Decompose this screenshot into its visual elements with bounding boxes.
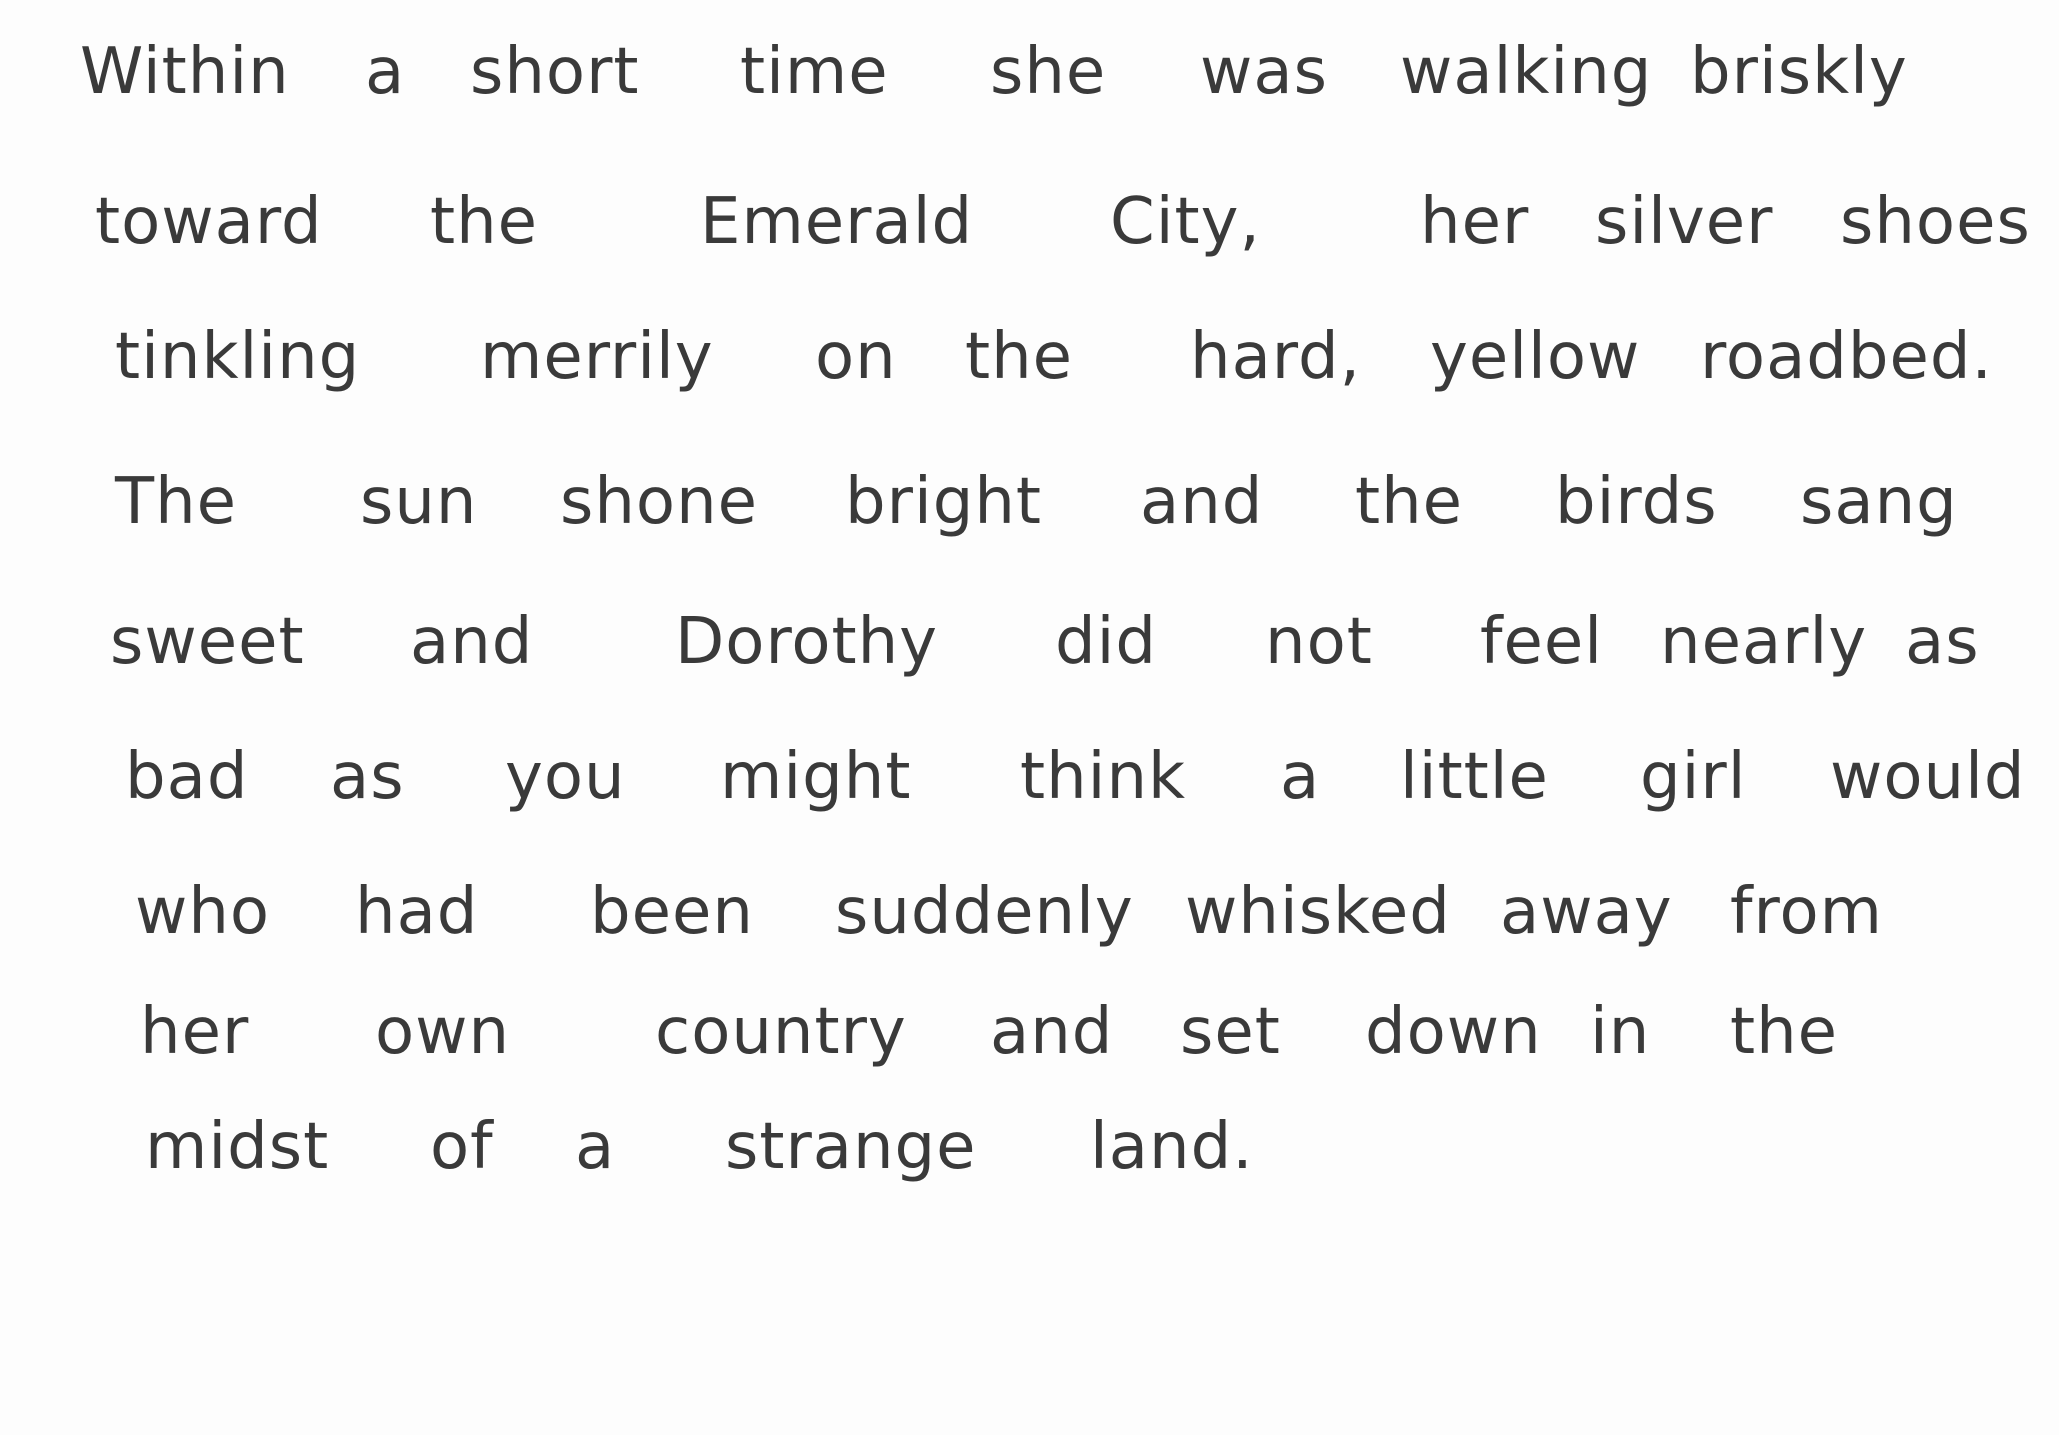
word: her — [1420, 185, 1530, 259]
word: tinkling — [115, 320, 361, 394]
word: Emerald — [700, 185, 974, 259]
word: City, — [1110, 185, 1261, 259]
word: might — [720, 740, 912, 814]
word: walking — [1400, 35, 1653, 109]
word: the — [965, 320, 1074, 394]
word: as — [330, 740, 405, 814]
word: a — [365, 35, 406, 109]
word: the — [1730, 995, 1839, 1069]
word: she — [990, 35, 1107, 109]
word: as — [1905, 605, 1980, 679]
word: strange — [725, 1110, 977, 1184]
word: country — [655, 995, 907, 1069]
word: a — [575, 1110, 616, 1184]
word: and — [1140, 465, 1264, 539]
word: in — [1590, 995, 1651, 1069]
word: birds — [1555, 465, 1718, 539]
word: yellow — [1430, 320, 1641, 394]
word: suddenly — [835, 875, 1134, 949]
word: had — [355, 875, 479, 949]
word: bright — [845, 465, 1042, 539]
word: from — [1730, 875, 1883, 949]
word: the — [430, 185, 539, 259]
word: who — [135, 875, 271, 949]
word: you — [505, 740, 626, 814]
word: briskly — [1690, 35, 1908, 109]
word: toward — [95, 185, 323, 259]
word: nearly — [1660, 605, 1868, 679]
word: sun — [360, 465, 478, 539]
word: bad — [125, 740, 249, 814]
word: shone — [560, 465, 758, 539]
word: and — [410, 605, 534, 679]
word: and — [990, 995, 1114, 1069]
word: time — [740, 35, 889, 109]
word: down — [1365, 995, 1542, 1069]
word: girl — [1640, 740, 1747, 814]
word: set — [1180, 995, 1281, 1069]
word: sang — [1800, 465, 1958, 539]
word: the — [1355, 465, 1464, 539]
word: merrily — [480, 320, 714, 394]
word: been — [590, 875, 754, 949]
word: midst — [145, 1110, 330, 1184]
word: silver — [1595, 185, 1774, 259]
word: feel — [1480, 605, 1604, 679]
word: think — [1020, 740, 1187, 814]
word: Within — [80, 35, 290, 109]
word: whisked — [1185, 875, 1451, 949]
word: The — [115, 465, 238, 539]
word: short — [470, 35, 640, 109]
word: would — [1830, 740, 2026, 814]
word: away — [1500, 875, 1673, 949]
word: was — [1200, 35, 1328, 109]
word: her — [140, 995, 250, 1069]
word: did — [1055, 605, 1158, 679]
word: Dorothy — [675, 605, 939, 679]
word: sweet — [110, 605, 305, 679]
word: roadbed. — [1700, 320, 1993, 394]
word: of — [430, 1110, 494, 1184]
word: on — [815, 320, 897, 394]
word: a — [1280, 740, 1321, 814]
word: shoes — [1840, 185, 2031, 259]
word: land. — [1090, 1110, 1254, 1184]
word: own — [375, 995, 511, 1069]
word: hard, — [1190, 320, 1361, 394]
word: not — [1265, 605, 1373, 679]
word: little — [1400, 740, 1549, 814]
